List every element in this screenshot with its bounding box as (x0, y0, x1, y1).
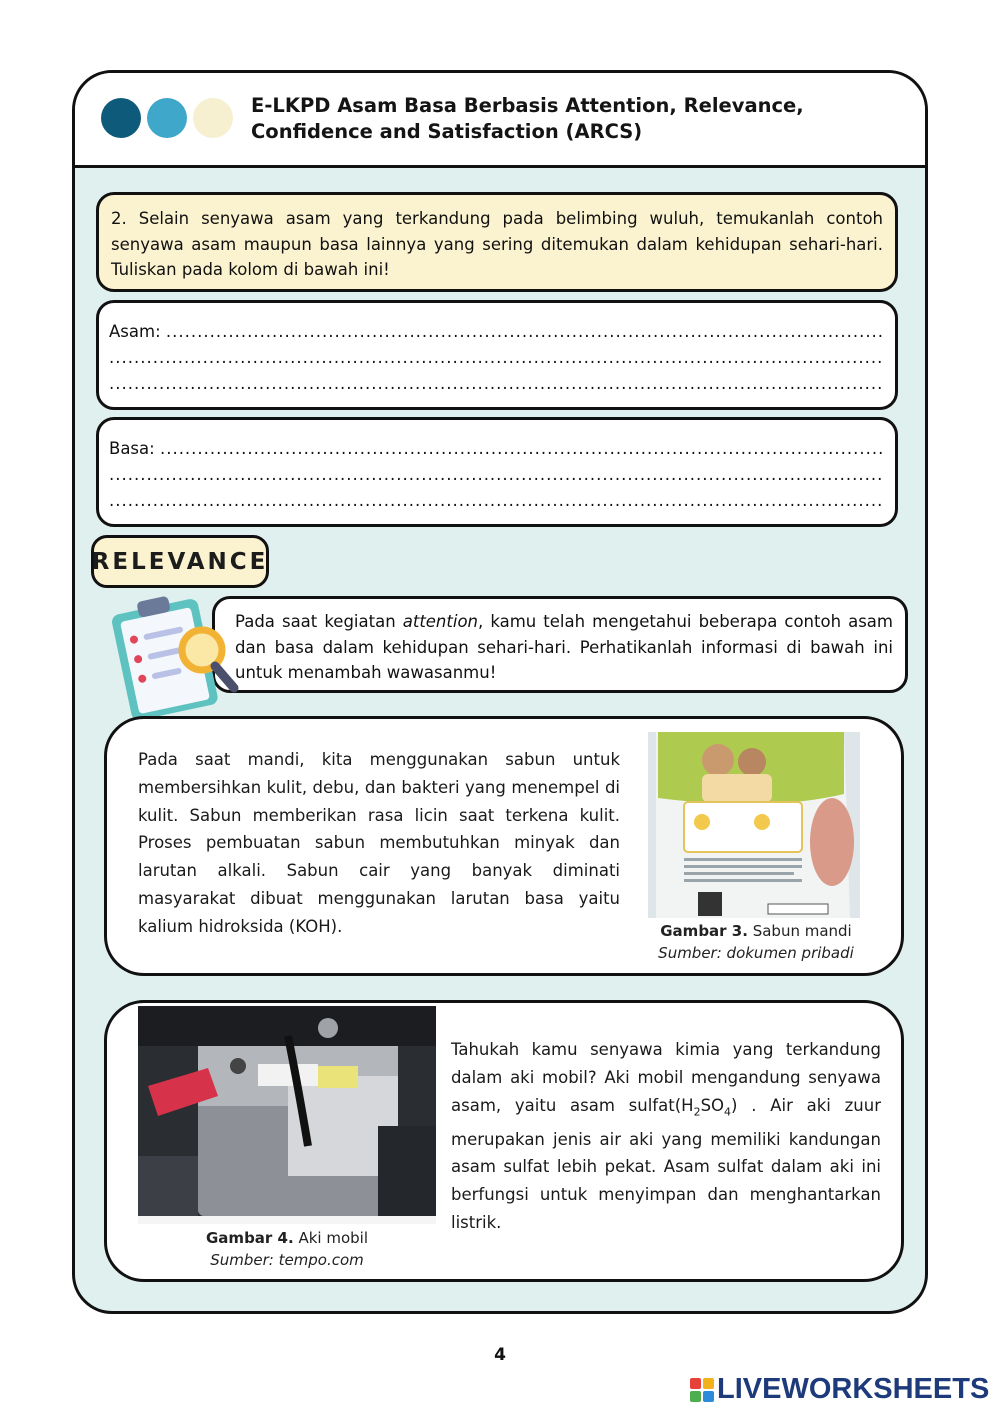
intro-text-emphasis: attention (402, 612, 478, 631)
soap-bottle-image (648, 732, 860, 918)
relevance-intro-box (212, 596, 908, 693)
caption-text: Sabun mandi (747, 922, 852, 940)
sabun-photo (648, 732, 860, 918)
question-box (96, 192, 898, 292)
logo-grid-icon (690, 1378, 714, 1402)
answer-line[interactable] (160, 436, 883, 462)
answer-line[interactable] (109, 371, 883, 397)
liveworksheets-logo[interactable] (690, 1373, 989, 1406)
aki-paragraph (451, 1036, 881, 1237)
answer-line[interactable] (109, 462, 883, 488)
intro-text-after: , kamu telah mengetahui beberapa contoh asam dan basa dalam kehidupan sehari-hari. Perhatikanlah informasi di bawah ini untuk menambah wawasanmu! (235, 612, 893, 682)
aki-text-before: Tahukah kamu senyawa kimia yang terkandung dalam aki mobil? Aki mobil mengandung senyawa asam, yaitu asam sulfat (451, 1040, 881, 1115)
caption-source: Sumber: tempo.com (210, 1251, 364, 1269)
caption-label: Gambar 3. (660, 922, 748, 940)
car-battery-image (138, 1006, 436, 1224)
answer-line[interactable] (109, 345, 883, 371)
basa-label: Basa: (109, 439, 155, 458)
sabun-paragraph: Pada saat mandi, kita menggunakan sabun untuk membersihkan kulit, debu, dan bakteri yang menempel di kulit. Sabun memberikan rasa licin saat terkena kulit. Proses pembuatan sabun membutuhkan minyak dan larutan alkali. Sabun cair yang banyak diminati masyarakat dibuat menggunakan larutan basa yaitu kalium hidroksida (KOH). (138, 750, 620, 936)
page-title: E-LKPD Asam Basa Berbasis Attention, Relevance, Confidence and Satisfaction (ARCS) (251, 94, 804, 143)
answer-line[interactable] (109, 488, 883, 514)
sulfuric-acid-formula: $(H_2SO_4)$ (674, 1095, 738, 1118)
asam-label: Asam: (109, 322, 161, 341)
answer-box-basa[interactable] (96, 417, 898, 527)
clipboard-magnifier-icon (102, 590, 242, 720)
caption-text: Aki mobil (293, 1229, 368, 1247)
answer-line[interactable] (166, 319, 883, 345)
caption-source: Sumber: dokumen pribadi (658, 944, 854, 962)
header-dot-mid (147, 98, 187, 138)
answer-box-asam[interactable] (96, 300, 898, 410)
intro-text-before: Pada saat kegiatan (235, 612, 403, 631)
aki-photo (138, 1006, 436, 1224)
header-dot-dark (101, 98, 141, 138)
aki-text-after: . Air aki zuur merupakan jenis air aki yang memiliki kandungan asam sulfat lebih pekat. Asam sulfat dalam aki ini berfungsi untuk menyimpan dan menghantarkan listrik. (451, 1095, 881, 1233)
question-text: 2. Selain senyawa asam yang terkandung pada belimbing wuluh, temukanlah contoh senyawa asam maupun basa lainnya yang sering ditemukan dalam kehidupan sehari-hari. Tuliskan pada kolom di bawah ini! (111, 209, 883, 279)
page-number: 4 (494, 1345, 506, 1365)
worksheet-header (75, 73, 925, 168)
caption-gambar-4 (138, 1227, 436, 1271)
relevance-label: RELEVANCE (91, 535, 269, 588)
brand-name: LIVEWORKSHEETS (717, 1373, 990, 1405)
caption-label: Gambar 4. (206, 1229, 294, 1247)
header-dot-light (193, 98, 233, 138)
caption-gambar-3 (648, 920, 864, 964)
